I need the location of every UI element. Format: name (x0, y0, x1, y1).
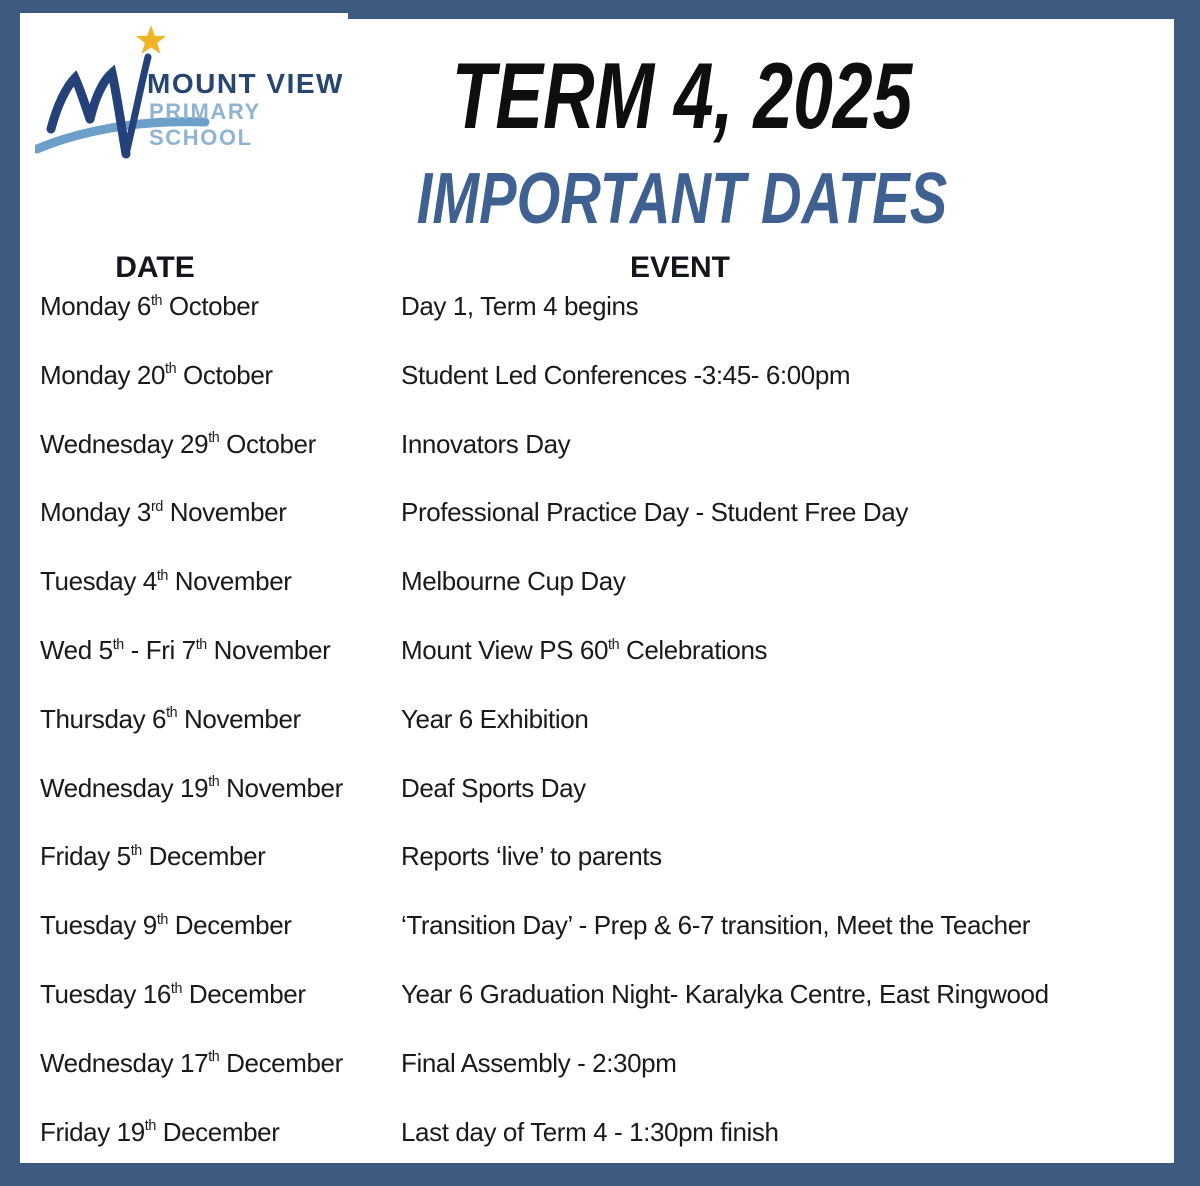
star-icon (136, 25, 166, 54)
date-column-header: DATE (115, 251, 195, 284)
mv-monogram-m-left (51, 78, 90, 129)
event-cell: Innovators Day (401, 428, 571, 459)
date-cell: Monday 20th October (40, 359, 273, 390)
table-row (40, 430, 1164, 499)
table-row (40, 1118, 1164, 1186)
event-cell: Year 6 Graduation Night- Karalyka Centre, East Ringwood (401, 978, 1049, 1009)
event-cell: Professional Practice Day - Student Free Day (401, 497, 908, 528)
school-logo (35, 23, 365, 168)
table-row (40, 292, 1164, 361)
logo-school-subname: PRIMARY SCHOOL (149, 99, 261, 150)
date-cell: Wednesday 17th December (40, 1047, 343, 1078)
top-border-step (348, 13, 1200, 19)
date-cell: Tuesday 4th November (40, 566, 292, 597)
document-page (20, 13, 1174, 1163)
event-cell: Final Assembly - 2:30pm (401, 1047, 677, 1078)
mv-monogram-m-right (90, 73, 126, 154)
event-cell: Melbourne Cup Day (401, 566, 626, 597)
important-dates-table (40, 292, 1164, 1186)
event-cell: Student Led Conferences -3:45- 6:00pm (401, 359, 851, 390)
event-cell: Year 6 Exhibition (401, 703, 589, 734)
date-cell: Tuesday 9th December (40, 910, 292, 941)
event-cell: Day 1, Term 4 begins (401, 291, 639, 321)
logo-school-name: MOUNT VIEW (147, 68, 344, 99)
table-row (40, 567, 1164, 636)
date-cell: Monday 6th October (40, 291, 259, 321)
table-row (40, 911, 1164, 980)
event-cell: ‘Transition Day’ - Prep & 6-7 transition, Meet the Teacher (401, 910, 1031, 941)
table-row (40, 1049, 1164, 1118)
table-row (40, 980, 1164, 1049)
page-subtitle: IMPORTANT DATES (416, 159, 948, 239)
mv-monogram-rise (126, 57, 148, 154)
table-row (40, 774, 1164, 843)
event-column-header: EVENT (629, 251, 731, 284)
event-cell: Mount View PS 60th Celebrations (401, 634, 768, 665)
date-cell: Friday 19th December (40, 1116, 280, 1147)
table-row (40, 636, 1164, 705)
event-cell: Last day of Term 4 - 1:30pm finish (401, 1116, 779, 1147)
date-cell: Friday 5th December (40, 841, 266, 872)
page-title: TERM 4, 2025 (451, 43, 913, 148)
date-cell: Monday 3rd November (40, 497, 287, 528)
date-cell: Tuesday 16th December (40, 978, 306, 1009)
event-cell: Reports ‘live’ to parents (401, 841, 662, 872)
date-cell: Wednesday 29th October (40, 428, 316, 459)
table-row (40, 705, 1164, 774)
table-row (40, 842, 1164, 911)
date-cell: Thursday 6th November (40, 703, 301, 734)
event-cell: Deaf Sports Day (401, 772, 586, 803)
date-cell: Wed 5th - Fri 7th November (40, 634, 331, 665)
table-row (40, 361, 1164, 430)
date-cell: Wednesday 19th November (40, 772, 343, 803)
table-row (40, 498, 1164, 567)
